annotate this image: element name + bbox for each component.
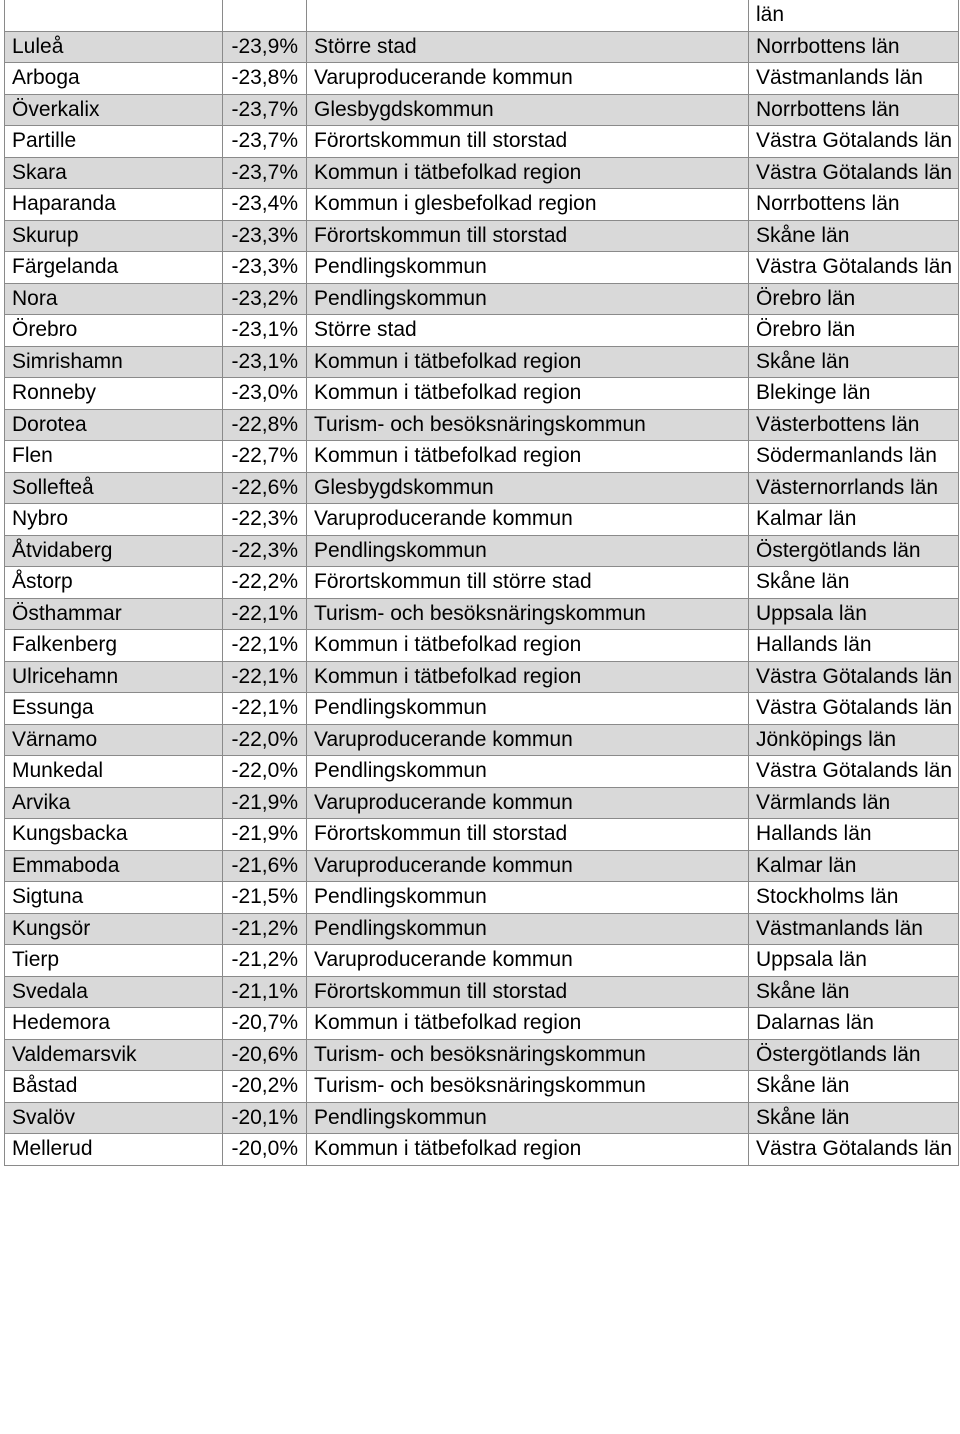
kommun-cell: Svedala bbox=[5, 976, 223, 1008]
type-cell: Pendlingskommun bbox=[307, 252, 749, 284]
table-row bbox=[5, 220, 959, 252]
kommun-cell: Värnamo bbox=[5, 724, 223, 756]
change-cell: -21,6% bbox=[223, 850, 307, 882]
type-cell: Varuproducerande kommun bbox=[307, 850, 749, 882]
type-cell: Glesbygdskommun bbox=[307, 94, 749, 126]
kommun-cell: Kungsbacka bbox=[5, 819, 223, 851]
kommun-cell: Essunga bbox=[5, 693, 223, 725]
change-cell: -21,2% bbox=[223, 945, 307, 977]
lan-cell: Blekinge län bbox=[749, 378, 959, 410]
type-cell: Kommun i tätbefolkad region bbox=[307, 346, 749, 378]
table-row bbox=[5, 535, 959, 567]
change-cell: -23,1% bbox=[223, 346, 307, 378]
kommun-cell: Örebro bbox=[5, 315, 223, 347]
table-row bbox=[5, 882, 959, 914]
lan-cell: Kalmar län bbox=[749, 850, 959, 882]
kommun-cell: Munkedal bbox=[5, 756, 223, 788]
kommun-cell: Skurup bbox=[5, 220, 223, 252]
change-cell: -23,4% bbox=[223, 189, 307, 221]
lan-cell: Uppsala län bbox=[749, 945, 959, 977]
change-cell: -22,8% bbox=[223, 409, 307, 441]
change-cell: -22,0% bbox=[223, 756, 307, 788]
change-cell: -23,0% bbox=[223, 378, 307, 410]
table-row bbox=[5, 630, 959, 662]
change-cell: -22,3% bbox=[223, 504, 307, 536]
kommun-cell: Emmaboda bbox=[5, 850, 223, 882]
kommun-cell: Ulricehamn bbox=[5, 661, 223, 693]
kommun-cell: Simrishamn bbox=[5, 346, 223, 378]
kommun-cell: Flen bbox=[5, 441, 223, 473]
type-cell: Pendlingskommun bbox=[307, 882, 749, 914]
table-row bbox=[5, 504, 959, 536]
kommun-cell: Partille bbox=[5, 126, 223, 158]
change-cell: -23,7% bbox=[223, 157, 307, 189]
lan-cell: Värmlands län bbox=[749, 787, 959, 819]
type-cell: Förortskommun till storstad bbox=[307, 220, 749, 252]
table-row bbox=[5, 441, 959, 473]
type-cell: Turism- och besöksnäringskommun bbox=[307, 598, 749, 630]
kommun-cell: Färgelanda bbox=[5, 252, 223, 284]
change-cell: -20,6% bbox=[223, 1039, 307, 1071]
table-row bbox=[5, 126, 959, 158]
type-cell: Förortskommun till storstad bbox=[307, 976, 749, 1008]
change-cell: -22,0% bbox=[223, 724, 307, 756]
kommun-cell: Hedemora bbox=[5, 1008, 223, 1040]
type-cell: Kommun i tätbefolkad region bbox=[307, 441, 749, 473]
kommun-cell: Arboga bbox=[5, 63, 223, 95]
kommun-cell: Dorotea bbox=[5, 409, 223, 441]
change-cell: -22,1% bbox=[223, 693, 307, 725]
type-cell: Glesbygdskommun bbox=[307, 472, 749, 504]
lan-cell: Östergötlands län bbox=[749, 535, 959, 567]
type-cell: Turism- och besöksnäringskommun bbox=[307, 1071, 749, 1103]
table-row bbox=[5, 976, 959, 1008]
lan-cell: Örebro län bbox=[749, 283, 959, 315]
change-cell: -23,7% bbox=[223, 126, 307, 158]
lan-cell: län bbox=[749, 0, 959, 31]
kommun-cell: Falkenberg bbox=[5, 630, 223, 662]
lan-cell: Norrbottens län bbox=[749, 189, 959, 221]
lan-cell: Östergötlands län bbox=[749, 1039, 959, 1071]
table-row bbox=[5, 252, 959, 284]
table-row bbox=[5, 724, 959, 756]
table-row bbox=[5, 1134, 959, 1166]
lan-cell: Hallands län bbox=[749, 819, 959, 851]
type-cell: Varuproducerande kommun bbox=[307, 945, 749, 977]
change-cell: -22,7% bbox=[223, 441, 307, 473]
kommun-cell: Nora bbox=[5, 283, 223, 315]
lan-cell: Västra Götalands län bbox=[749, 661, 959, 693]
change-cell: -23,2% bbox=[223, 283, 307, 315]
type-cell: Pendlingskommun bbox=[307, 535, 749, 567]
lan-cell: Skåne län bbox=[749, 1071, 959, 1103]
lan-cell: Hallands län bbox=[749, 630, 959, 662]
change-cell: -22,1% bbox=[223, 630, 307, 662]
type-cell: Förortskommun till storstad bbox=[307, 819, 749, 851]
kommun-cell: Mellerud bbox=[5, 1134, 223, 1166]
lan-cell: Västmanlands län bbox=[749, 63, 959, 95]
change-cell: -20,1% bbox=[223, 1102, 307, 1134]
type-cell: Större stad bbox=[307, 31, 749, 63]
table-row bbox=[5, 787, 959, 819]
table-row bbox=[5, 346, 959, 378]
type-cell: Kommun i tätbefolkad region bbox=[307, 378, 749, 410]
type-cell bbox=[307, 0, 749, 31]
table-row bbox=[5, 283, 959, 315]
table-row bbox=[5, 661, 959, 693]
change-cell: -21,1% bbox=[223, 976, 307, 1008]
lan-cell: Norrbottens län bbox=[749, 31, 959, 63]
lan-cell: Uppsala län bbox=[749, 598, 959, 630]
kommun-cell: Luleå bbox=[5, 31, 223, 63]
type-cell: Kommun i tätbefolkad region bbox=[307, 661, 749, 693]
lan-cell: Norrbottens län bbox=[749, 94, 959, 126]
type-cell: Större stad bbox=[307, 315, 749, 347]
type-cell: Pendlingskommun bbox=[307, 283, 749, 315]
table-row bbox=[5, 1008, 959, 1040]
type-cell: Kommun i tätbefolkad region bbox=[307, 157, 749, 189]
table-body bbox=[5, 0, 959, 1165]
table-row bbox=[5, 157, 959, 189]
lan-cell: Södermanlands län bbox=[749, 441, 959, 473]
type-cell: Kommun i glesbefolkad region bbox=[307, 189, 749, 221]
table-row bbox=[5, 315, 959, 347]
kommun-cell: Östhammar bbox=[5, 598, 223, 630]
table-row bbox=[5, 409, 959, 441]
table-row bbox=[5, 94, 959, 126]
change-cell bbox=[223, 0, 307, 31]
kommun-cell: Arvika bbox=[5, 787, 223, 819]
type-cell: Turism- och besöksnäringskommun bbox=[307, 1039, 749, 1071]
type-cell: Kommun i tätbefolkad region bbox=[307, 630, 749, 662]
lan-cell: Västra Götalands län bbox=[749, 693, 959, 725]
type-cell: Pendlingskommun bbox=[307, 693, 749, 725]
type-cell: Varuproducerande kommun bbox=[307, 504, 749, 536]
table-row bbox=[5, 819, 959, 851]
table-row bbox=[5, 945, 959, 977]
table-row bbox=[5, 567, 959, 599]
type-cell: Varuproducerande kommun bbox=[307, 724, 749, 756]
type-cell: Kommun i tätbefolkad region bbox=[307, 1134, 749, 1166]
lan-cell: Västerbottens län bbox=[749, 409, 959, 441]
lan-cell: Västra Götalands län bbox=[749, 126, 959, 158]
kommun-cell: Åtvidaberg bbox=[5, 535, 223, 567]
lan-cell: Västmanlands län bbox=[749, 913, 959, 945]
type-cell: Varuproducerande kommun bbox=[307, 63, 749, 95]
lan-cell: Västra Götalands län bbox=[749, 1134, 959, 1166]
lan-cell: Västernorrlands län bbox=[749, 472, 959, 504]
municipality-table bbox=[4, 0, 959, 1166]
table-row bbox=[5, 1102, 959, 1134]
table-row bbox=[5, 850, 959, 882]
lan-cell: Stockholms län bbox=[749, 882, 959, 914]
lan-cell: Västra Götalands län bbox=[749, 756, 959, 788]
type-cell: Förortskommun till storstad bbox=[307, 126, 749, 158]
kommun-cell: Åstorp bbox=[5, 567, 223, 599]
change-cell: -22,2% bbox=[223, 567, 307, 599]
table-row bbox=[5, 1039, 959, 1071]
change-cell: -20,2% bbox=[223, 1071, 307, 1103]
lan-cell: Västra Götalands län bbox=[749, 252, 959, 284]
table-row bbox=[5, 189, 959, 221]
kommun-cell: Tierp bbox=[5, 945, 223, 977]
lan-cell: Västra Götalands län bbox=[749, 157, 959, 189]
kommun-cell: Kungsör bbox=[5, 913, 223, 945]
change-cell: -23,3% bbox=[223, 252, 307, 284]
kommun-cell: Skara bbox=[5, 157, 223, 189]
change-cell: -20,7% bbox=[223, 1008, 307, 1040]
kommun-cell: Svalöv bbox=[5, 1102, 223, 1134]
lan-cell: Kalmar län bbox=[749, 504, 959, 536]
change-cell: -21,9% bbox=[223, 787, 307, 819]
table-row bbox=[5, 31, 959, 63]
table-row bbox=[5, 1071, 959, 1103]
change-cell: -23,1% bbox=[223, 315, 307, 347]
change-cell: -21,5% bbox=[223, 882, 307, 914]
change-cell: -22,3% bbox=[223, 535, 307, 567]
change-cell: -23,3% bbox=[223, 220, 307, 252]
change-cell: -23,7% bbox=[223, 94, 307, 126]
change-cell: -21,9% bbox=[223, 819, 307, 851]
change-cell: -22,1% bbox=[223, 661, 307, 693]
table-row bbox=[5, 693, 959, 725]
type-cell: Kommun i tätbefolkad region bbox=[307, 1008, 749, 1040]
change-cell: -23,9% bbox=[223, 31, 307, 63]
lan-cell: Dalarnas län bbox=[749, 1008, 959, 1040]
change-cell: -22,6% bbox=[223, 472, 307, 504]
kommun-cell: Sollefteå bbox=[5, 472, 223, 504]
lan-cell: Jönköpings län bbox=[749, 724, 959, 756]
type-cell: Turism- och besöksnäringskommun bbox=[307, 409, 749, 441]
table-row bbox=[5, 756, 959, 788]
change-cell: -21,2% bbox=[223, 913, 307, 945]
kommun-cell: Sigtuna bbox=[5, 882, 223, 914]
document-page bbox=[4, 0, 958, 1166]
kommun-cell: Valdemarsvik bbox=[5, 1039, 223, 1071]
lan-cell: Skåne län bbox=[749, 346, 959, 378]
table-row-fragment bbox=[5, 0, 959, 31]
kommun-cell: Nybro bbox=[5, 504, 223, 536]
type-cell: Varuproducerande kommun bbox=[307, 787, 749, 819]
change-cell: -23,8% bbox=[223, 63, 307, 95]
change-cell: -20,0% bbox=[223, 1134, 307, 1166]
change-cell: -22,1% bbox=[223, 598, 307, 630]
lan-cell: Skåne län bbox=[749, 567, 959, 599]
lan-cell: Skåne län bbox=[749, 1102, 959, 1134]
kommun-cell bbox=[5, 0, 223, 31]
kommun-cell: Överkalix bbox=[5, 94, 223, 126]
type-cell: Pendlingskommun bbox=[307, 913, 749, 945]
lan-cell: Örebro län bbox=[749, 315, 959, 347]
kommun-cell: Haparanda bbox=[5, 189, 223, 221]
table-row bbox=[5, 472, 959, 504]
table-row bbox=[5, 63, 959, 95]
type-cell: Pendlingskommun bbox=[307, 1102, 749, 1134]
type-cell: Pendlingskommun bbox=[307, 756, 749, 788]
lan-cell: Skåne län bbox=[749, 220, 959, 252]
lan-cell: Skåne län bbox=[749, 976, 959, 1008]
table-row bbox=[5, 598, 959, 630]
kommun-cell: Ronneby bbox=[5, 378, 223, 410]
table-row bbox=[5, 378, 959, 410]
table-row bbox=[5, 913, 959, 945]
type-cell: Förortskommun till större stad bbox=[307, 567, 749, 599]
kommun-cell: Båstad bbox=[5, 1071, 223, 1103]
